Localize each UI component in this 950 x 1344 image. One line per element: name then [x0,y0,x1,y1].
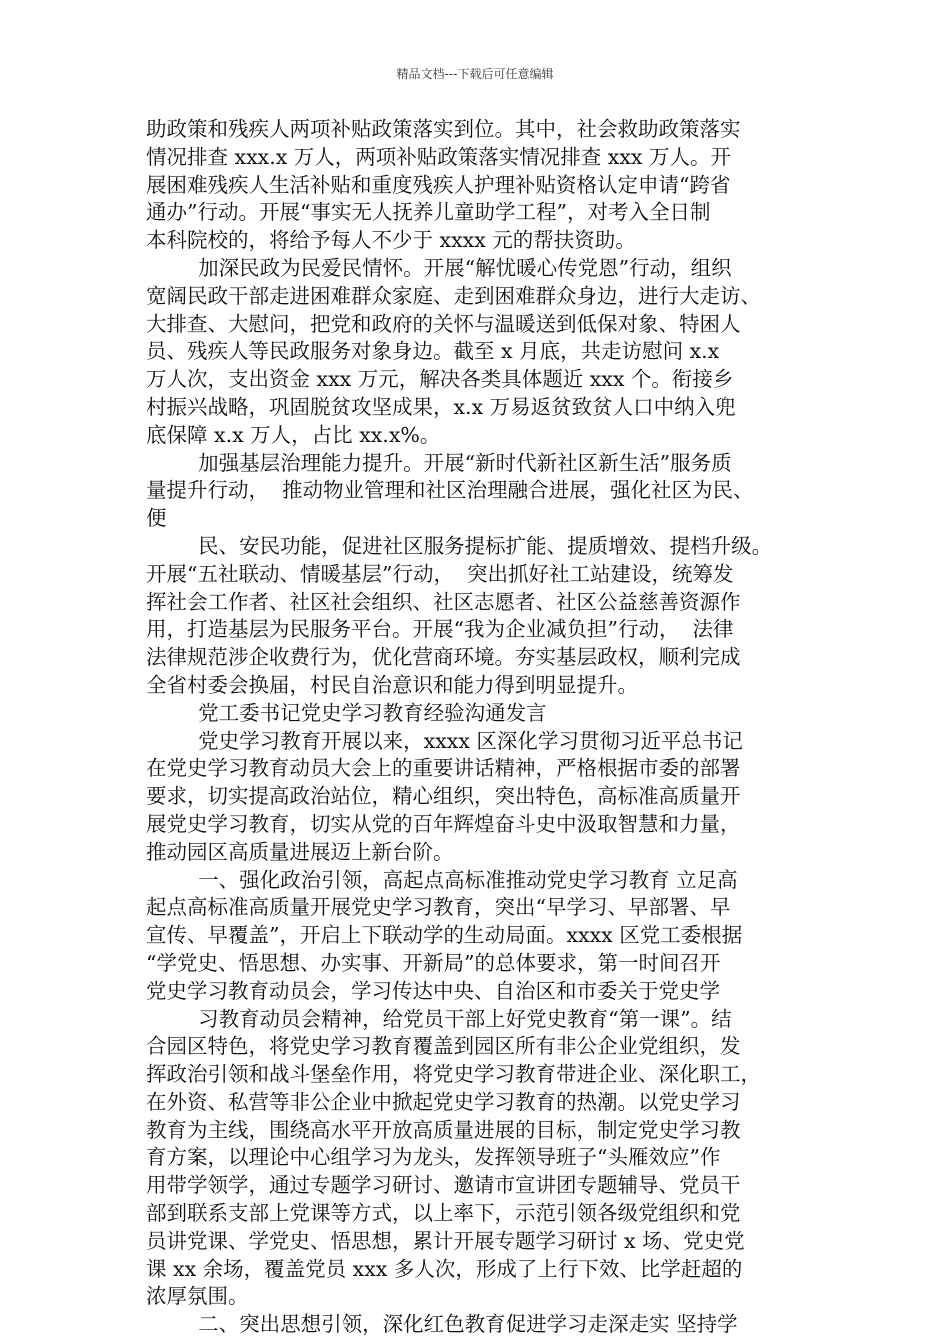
page-header: 精品文档---下载后可任意编辑 [396,67,554,81]
text-line: 用带学领学，通过专题学习研讨、邀请市宣讲团专题辅导、党员干 [146,1173,741,1198]
text-line: 员讲党课、学党史、悟思想，累计开展专题学习研讨 x 场、党史党 [146,1228,745,1253]
text-line: 法律规范涉企收费行为，优化营商环境。夯实基层政权，顺利完成 [146,645,741,670]
text-line: 课 xx 余场，覆盖党员 xxx 多人次，形成了上行下效、比学赶超的 [146,1256,743,1281]
text-line: 教育为主线，围绕高水平开放高质量进展的目标，制定党史学习教 [146,1117,741,1142]
text-line: “学党史、悟思想、办实事、开新局”的总体要求，第一时间召开 [146,950,721,975]
text-line: 党工委书记党史学习教育经验沟通发言 [146,700,547,725]
text-line: 起点高标准高质量开展党史学习教育，突出“早学习、早部署、早 [146,895,731,920]
text-line: 量提升行动， 推动物业管理和社区治理融合进展，强化社区为民、 [146,478,754,503]
document-body [146,116,826,1339]
text-line: 员、残疾人等民政服务对象身边。截至 x 月底，共走访慰问 x.x [146,339,720,364]
text-line: 挥政治引领和战斗堡垒作用，将党史学习教育带进企业、深化职工， [146,1062,761,1087]
text-line: 党史学习教育开展以来，xxxx 区深化学习贯彻习近平总书记 [146,728,743,753]
text-line: 二、突出思想引领，深化红色教育促进学习走深走实 坚持学 [146,1312,738,1337]
text-line: 加深民政为民爱民情怀。开展“解忧暖心传党恩”行动，组织 [146,255,732,280]
text-line: 底保障 x.x 万人，占比 xx.x%。 [146,422,441,447]
text-line: 育方案，以理论中心组学习为龙头，发挥领导班子“头雁效应”作 [146,1145,721,1170]
text-line: 宣传、早覆盖”，开启上下联动学的生动局面。xxxx 区党工委根据 [146,923,743,948]
text-line: 民、安民功能，促进社区服务提标扩能、提质增效、提档升级。 [146,533,773,558]
text-line: 村振兴战略，巩固脱贫攻坚成果，x.x 万易返贫致贫人口中纳入兜 [146,394,736,419]
text-line: 党史学习教育动员会，学习传达中央、自治区和市委关于党史学 [146,978,720,1003]
text-line: 通办”行动。开展“事实无人抚养儿童助学工程”，对考入全日制 [146,200,711,225]
text-line: 助政策和残疾人两项补贴政策落实到位。其中，社会救助政策落实 [146,117,741,141]
text-line: 浓厚氛围。 [146,1284,249,1309]
text-line: 宽阔民政干部走进困难群众家庭、走到困难群众身边，进行大走访、 [146,283,761,308]
text-line: 万人次，支出资金 xxx 万元，解决各类具体题近 xxx 个。衔接乡 [146,367,734,392]
text-line: 合园区特色，将党史学习教育覆盖到园区所有非公企业党组织，发 [146,1034,741,1059]
text-line: 展困难残疾人生活补贴和重度残疾人护理补贴资格认定申请“跨省 [146,172,731,197]
text-line: 在外资、私营等非公企业中掀起党史学习教育的热潮。以党史学习 [146,1089,741,1114]
text-line: 全省村委会换届，村民自治意识和能力得到明显提升。 [146,672,638,697]
text-line: 一、强化政治引领，高起点高标准推动党史学习教育 立足高 [146,867,738,892]
text-line: 情况排查 xxx.x 万人，两项补贴政策落实情况排查 xxx 万人。开 [146,144,732,169]
text-line: 用，打造基层为民服务平台。开展“我为企业减负担”行动， 法律 [146,617,734,642]
text-line: 开展“五社联动、情暖基层”行动， 突出抓好社工站建设，统筹发 [146,561,734,586]
text-line: 加强基层治理能力提升。开展“新时代新社区新生活”服务质 [146,450,732,475]
text-line: 展党史学习教育，切实从党的百年辉煌奋斗史中汲取智慧和力量， [146,811,741,836]
text-line: 便 [146,506,167,531]
text-line: 本科院校的，将给予每人不少于 xxxx 元的帮扶资助。 [146,228,636,253]
text-line: 大排查、大慰问，把党和政府的关怀与温暖送到低保对象、特困人 [146,311,741,336]
text-line: 在党史学习教育动员大会上的重要讲话精神，严格根据市委的部署 [146,756,741,781]
text-line: 要求，切实提高政治站位，精心组织，突出特色，高标准高质量开 [146,784,741,809]
text-line: 挥社会工作者、社区社会组织、社区志愿者、社区公益慈善资源作 [146,589,741,614]
text-line: 推动园区高质量进展迈上新台阶。 [146,839,454,864]
text-line: 习教育动员会精神，给党员干部上好党史教育“第一课”。结 [146,1006,732,1031]
text-line: 部到联系支部上党课等方式，以上率下，示范引领各级党组织和党 [146,1201,741,1226]
